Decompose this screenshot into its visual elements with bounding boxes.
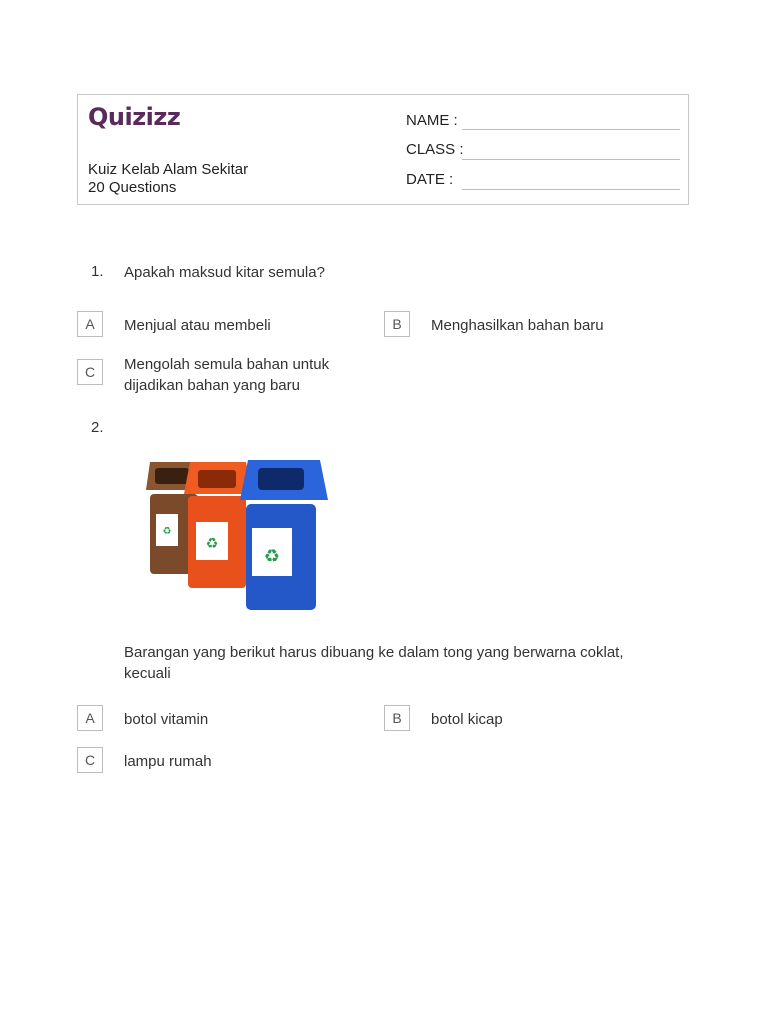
option-b-text: Menghasilkan bahan baru <box>431 317 604 334</box>
option-a-box[interactable]: A <box>77 311 103 337</box>
option-b-text: botol kicap <box>431 711 503 728</box>
option-c-text: lampu rumah <box>124 753 212 770</box>
question-text: Barangan yang berikut harus dibuang ke dalam tong yang berwarna coklat, kecuali <box>124 644 624 682</box>
option-b-box[interactable]: B <box>384 705 410 731</box>
svg-text:♻: ♻ <box>162 526 172 537</box>
option-c-text: Mengolah semula bahan untuk dijadikan bahan yang baru <box>124 356 330 394</box>
worksheet-header <box>77 94 689 205</box>
date-label: DATE : <box>406 171 454 188</box>
date-line <box>462 189 680 190</box>
question-number: 2. <box>91 419 104 436</box>
option-c-box[interactable]: C <box>77 359 103 385</box>
question-number: 1. <box>91 263 104 280</box>
option-c-box[interactable]: C <box>77 747 103 773</box>
option-a-text: Menjual atau membeli <box>124 317 271 334</box>
question-text: Apakah maksud kitar semula? <box>124 264 325 281</box>
question-count: 20 Questions <box>88 179 177 196</box>
option-a-box[interactable]: A <box>77 705 103 731</box>
recycling-bins-image <box>140 452 335 617</box>
name-label: NAME : <box>406 112 458 129</box>
name-line <box>462 129 680 130</box>
option-a-text: botol vitamin <box>124 711 209 728</box>
blue-bin <box>240 460 328 610</box>
class-line <box>462 159 680 160</box>
svg-text:♻: ♻ <box>263 546 281 567</box>
quizizz-logo: Quizizz <box>88 103 181 131</box>
quiz-title: Kuiz Kelab Alam Sekitar <box>88 161 249 178</box>
svg-text:♻: ♻ <box>205 536 219 552</box>
option-b-box[interactable]: B <box>384 311 410 337</box>
orange-bin <box>184 462 252 588</box>
class-label: CLASS : <box>406 141 464 158</box>
